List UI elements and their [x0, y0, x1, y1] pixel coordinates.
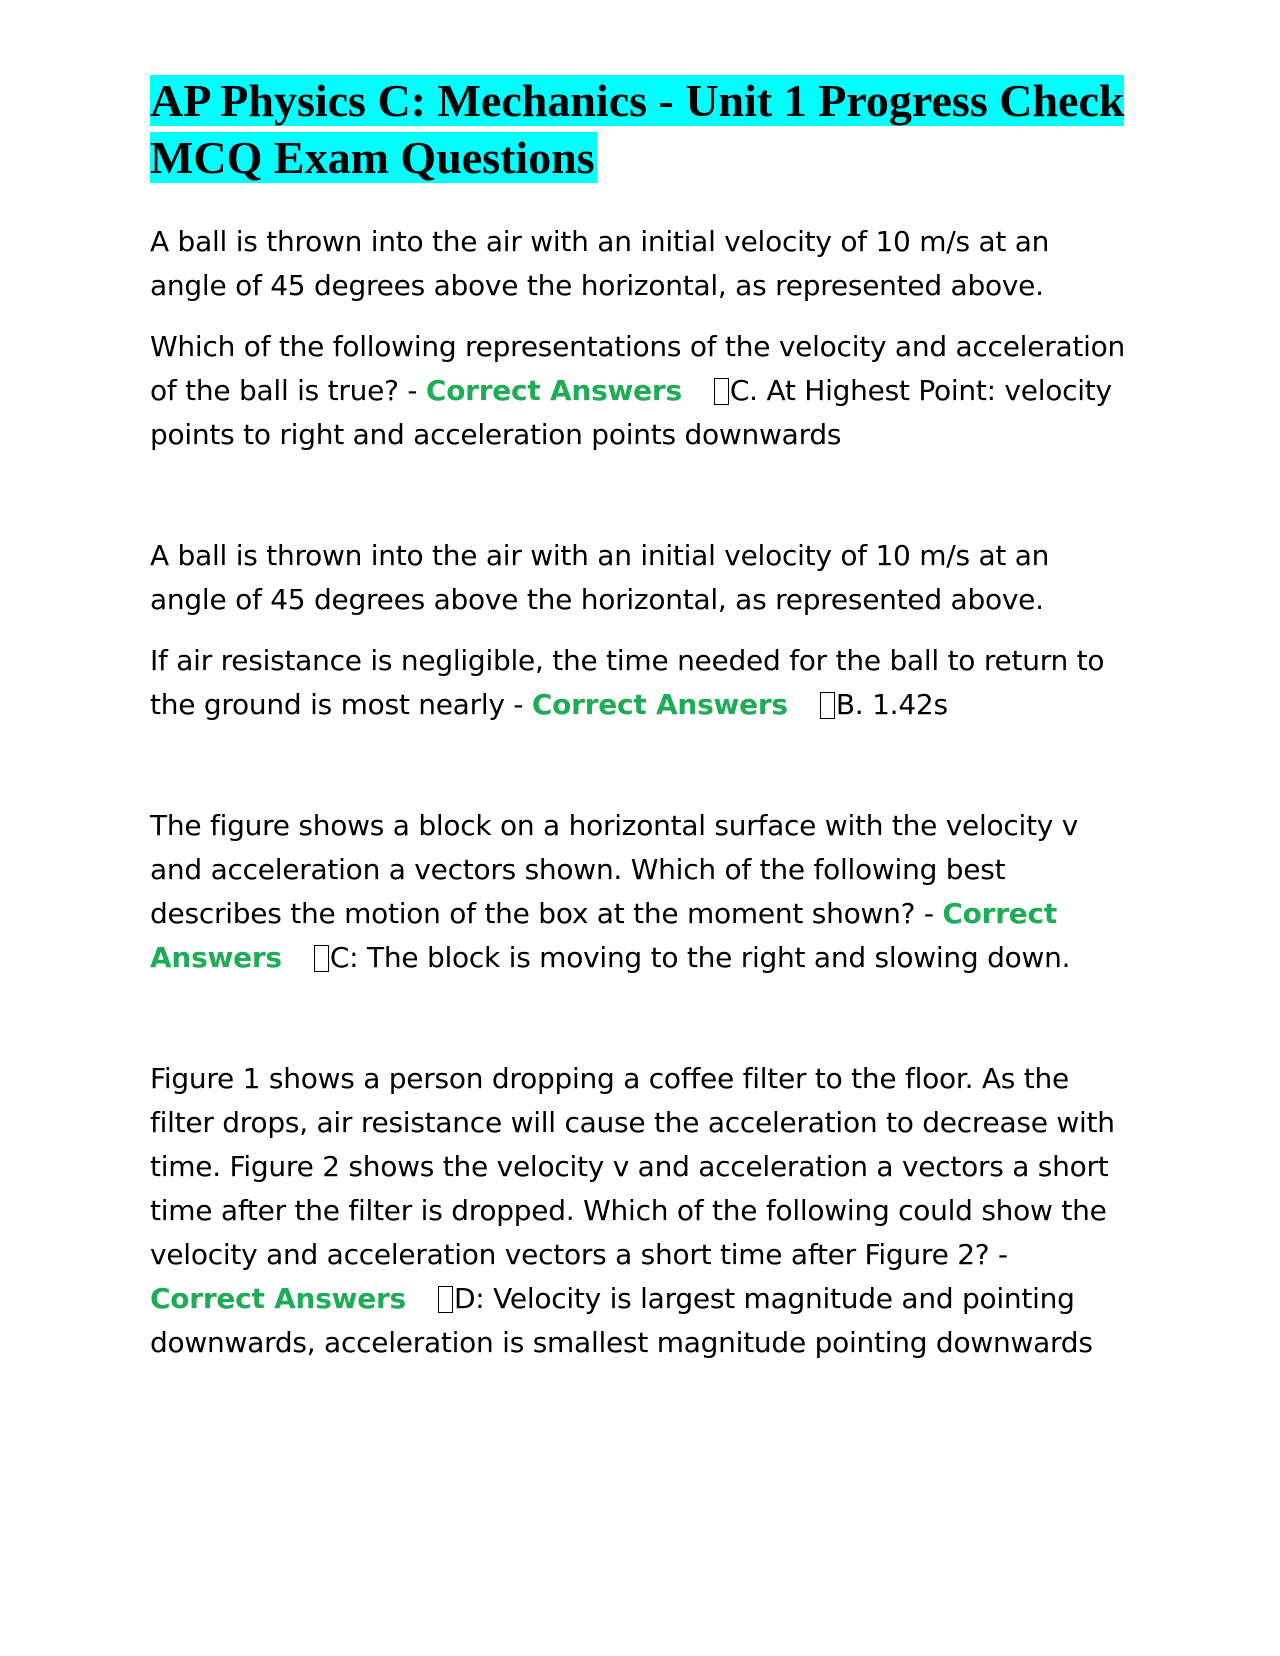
question-1-answer: C. At Highest Point: velocity points to right and acceleration points downwards	[150, 374, 1112, 451]
question-2-prompt: If air resistance is negligible, the time needed for the ball to return to the ground is most nearly -	[150, 644, 1105, 721]
question-3-answer: C: The block is moving to the right and slowing down.	[329, 941, 1071, 974]
question-4-prompt: Figure 1 shows a person dropping a coffee filter to the floor. As the filter drops, air resistance will cause the acceleration to decrease with time. Figure 2 shows the velocity v and acceleration a vectors a short time after the filter is dropped. Which of the following could show the velocity and acceleration vectors a short time after Figure 2? -	[150, 1062, 1115, 1271]
question-1-prompt: Which of the following representations of the velocity and acceleration of the ball is true? -	[150, 330, 1125, 407]
question-3	[150, 804, 1130, 980]
question-3-prompt: The figure shows a block on a horizontal surface with the velocity v and acceleration a vectors shown. Which of the following best describes the motion of the box at the moment shown? -	[150, 809, 1079, 930]
missing-glyph-icon	[714, 378, 729, 405]
question-4	[150, 1057, 1130, 1365]
question-4-answer: D: Velocity is largest magnitude and pointing downwards, acceleration is smallest magnitude pointing downwards	[150, 1282, 1093, 1359]
correct-answers-label: Correct Answers	[425, 374, 682, 407]
correct-answers-label: Correct Answers	[531, 688, 788, 721]
document-page	[150, 72, 1130, 1365]
missing-glyph-icon	[820, 692, 835, 719]
question-2-context: A ball is thrown into the air with an initial velocity of 10 m/s at an angle of 45 degrees above the horizontal, as represented above.	[150, 539, 1050, 616]
question-1-context: A ball is thrown into the air with an initial velocity of 10 m/s at an angle of 45 degrees above the horizontal, as represented above.	[150, 225, 1050, 302]
missing-glyph-icon	[314, 945, 329, 972]
question-2	[150, 639, 1130, 727]
title-highlight: AP Physics C: Mechanics - Unit 1 Progress Check MCQ Exam Questions	[150, 75, 1125, 183]
correct-answers-label: Correct Answers	[150, 897, 1057, 974]
question-1	[150, 325, 1130, 457]
document-title	[150, 72, 1130, 186]
missing-glyph-icon	[438, 1286, 453, 1313]
question-2-answer: B. 1.42s	[835, 688, 948, 721]
correct-answers-label: Correct Answers	[150, 1282, 406, 1315]
